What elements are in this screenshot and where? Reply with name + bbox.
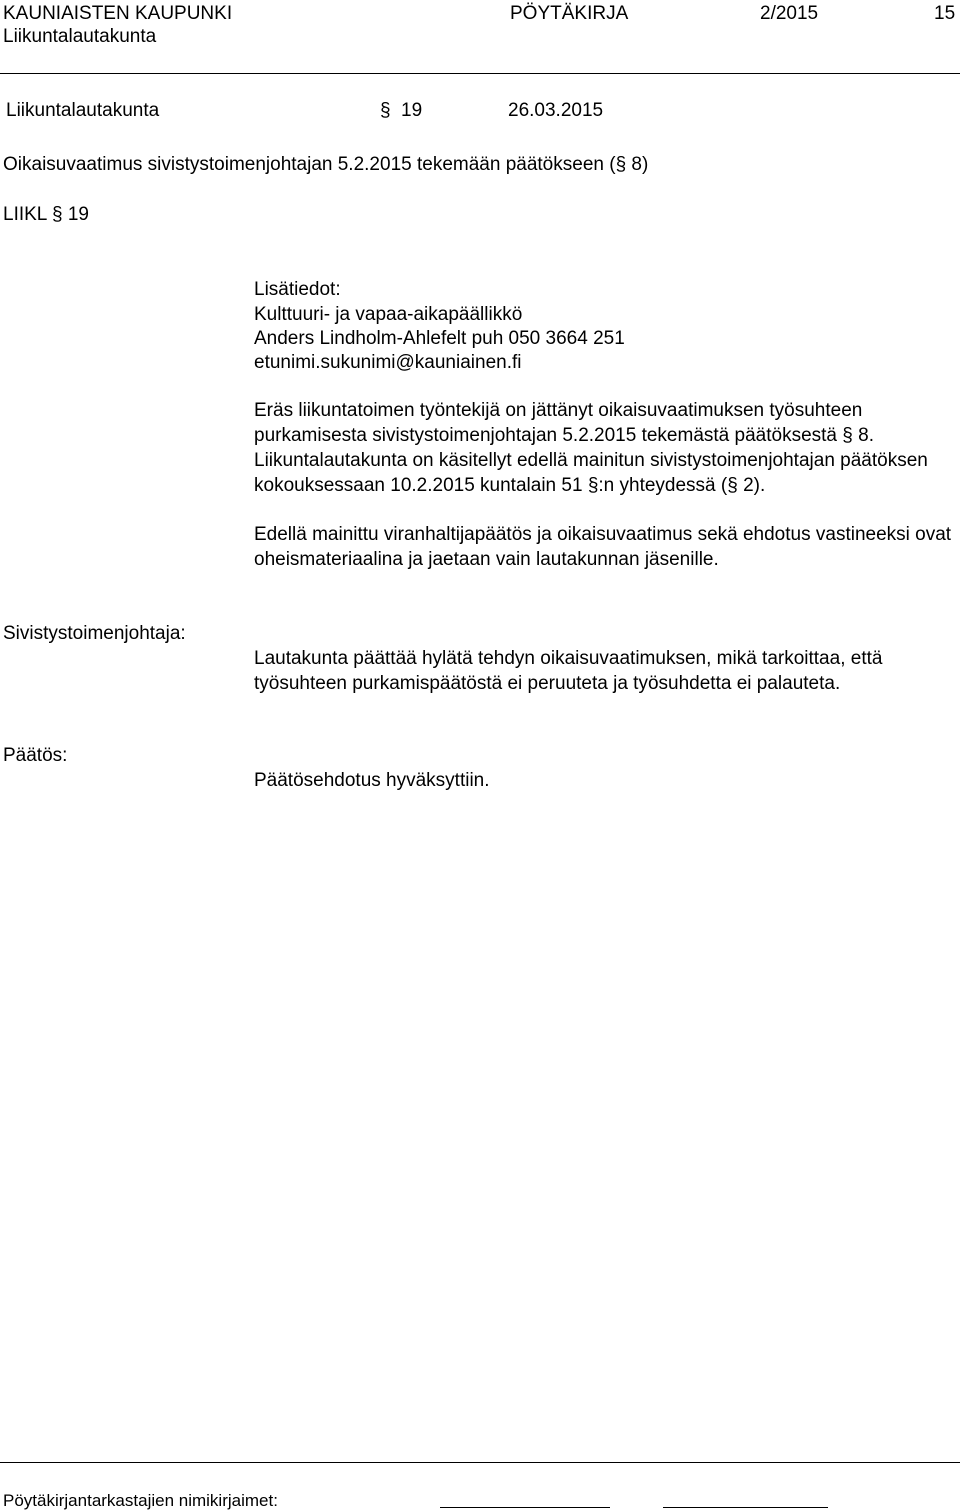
item-reference: LIIKL § 19	[3, 204, 89, 225]
footer-divider	[0, 1462, 960, 1463]
section-symbol: §	[51, 204, 63, 225]
contact-label: Lisätiedot:	[254, 279, 341, 300]
page-number: 15	[934, 3, 956, 24]
section-symbol: §	[842, 425, 853, 446]
decision-text: Päätösehdotus hyväksyttiin.	[254, 770, 490, 791]
body-paragraph-1: Eräs liikuntatoimen työntekijä on jättänyt oikaisuvaatimuksen työsuhteen purkamisesta sivistystoimenjohtajan 5.2.2015 tekemästä päätöksestä § 8. Liikuntalautakunta on käsitellyt edellä mainitun sivistystoimenjohtajan päätöksen kokouksessaan 10.2.2015 kuntalain 51 §:n yhteydessä (§ 2).	[254, 400, 928, 496]
initials-line-2	[663, 1507, 828, 1508]
contact-role: Kulttuuri- ja vapaa-aikapäällikkö	[254, 304, 523, 325]
meeting-committee: Liikuntalautakunta	[6, 100, 160, 121]
body-paragraph-2: Edellä mainittu viranhaltijapäätös ja oikaisuvaatimus sekä ehdotus vastineeksi ovat oheismateriaalina ja jaetaan vain lautakunnan jäsenille.	[254, 524, 952, 570]
header-committee: Liikuntalautakunta	[3, 26, 157, 47]
item-title: Oikaisuvaatimus sivistystoimenjohtajan 5.2.2015 tekemään päätökseen (§ 8)	[3, 154, 649, 175]
footer-label: Pöytäkirjantarkastajien nimikirjaimet:	[3, 1491, 278, 1510]
section-number: 19	[401, 100, 423, 121]
header-divider	[0, 73, 960, 74]
contact-name-phone: Anders Lindholm-Ahlefelt puh 050 3664 251	[254, 328, 625, 349]
section-symbol: §	[727, 475, 738, 496]
proposal-text: Lautakunta päättää hylätä tehdyn oikaisuvaatimuksen, mikä tarkoittaa, että työsuhteen purkamispäätöstä ei peruuteta ja työsuhdetta ei palauteta.	[254, 648, 883, 694]
section-symbol: §	[380, 100, 391, 121]
contact-email: etunimi.sukunimi@kauniainen.fi	[254, 352, 522, 373]
section-symbol: §	[615, 154, 627, 175]
proposal-label: Sivistystoimenjohtaja:	[3, 623, 186, 644]
decision-label: Päätös:	[3, 745, 68, 766]
doc-number: 2/2015	[760, 3, 819, 24]
section-symbol: §	[587, 475, 599, 496]
initials-line-1	[440, 1507, 610, 1508]
doc-type: PÖYTÄKIRJA	[510, 3, 629, 24]
org-name: KAUNIAISTEN KAUPUNKI	[3, 3, 233, 24]
meeting-date: 26.03.2015	[508, 100, 604, 121]
